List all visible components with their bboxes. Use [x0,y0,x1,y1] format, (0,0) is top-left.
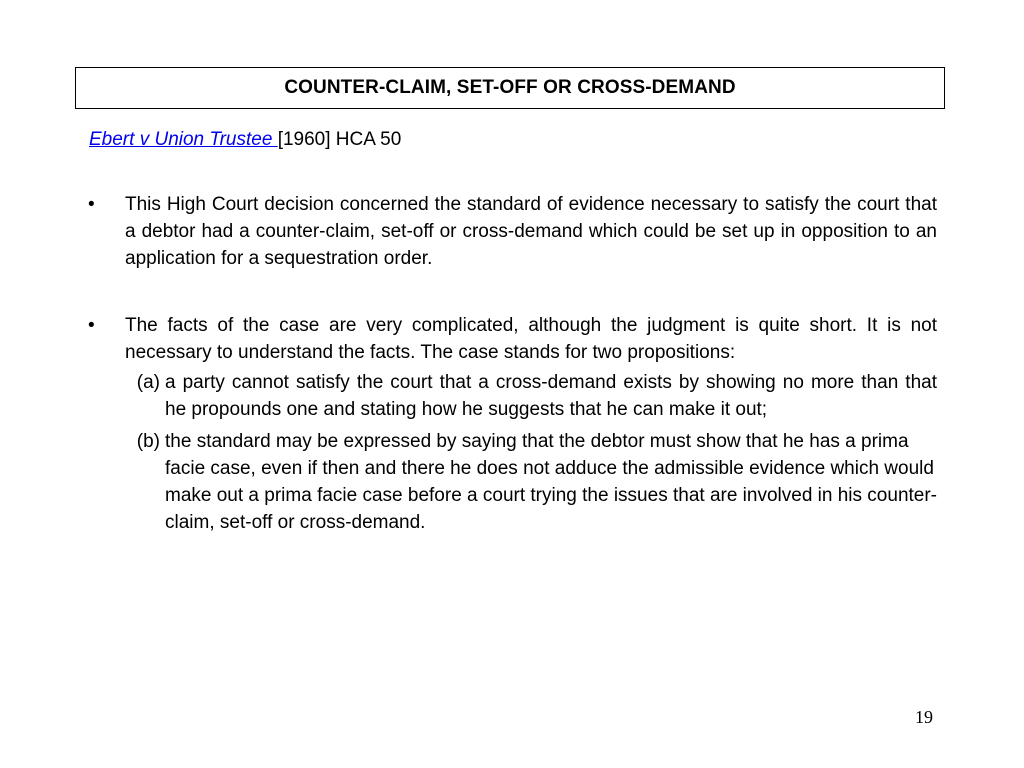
title-box [75,67,945,109]
page-number: 19 [915,707,933,727]
sub-item-text: the standard may be expressed by saying that the debtor must show that he has a prima facie case, even if then and there he does not adduce the admissible evidence which would make out a prima facie case before a court trying the issues that are involved in his counter-claim, set-off or cross-demand. [165,431,938,533]
bullet-marker: • [88,194,95,215]
bullet-item-1 [84,191,937,272]
case-link[interactable]: Ebert v Union Trustee [89,129,278,150]
case-citation [89,128,401,152]
sub-item-b [84,428,937,536]
case-reference: [1960] HCA 50 [277,129,402,150]
bullet-text: The facts of the case are very complicated, although the judgment is quite short. It is not necessary to understand the facts. The case stands for two propositions: [125,315,937,363]
sub-item-marker: (a) [136,372,160,393]
bullet-marker: • [88,315,95,336]
sub-item-marker: (b) [136,431,160,452]
sub-list [84,369,937,536]
sub-item-text: a party cannot satisfy the court that a cross-demand exists by showing no more than that he propounds one and stating how he suggests that he can make it out; [165,372,937,420]
slide-title: COUNTER-CLAIM, SET-OFF OR CROSS-DEMAND [284,77,736,98]
sub-item-a [84,369,937,423]
bullet-item-2 [84,312,937,541]
bullet-text: This High Court decision concerned the standard of evidence necessary to satisfy the court that a debtor had a counter-claim, set-off or cross-demand which could be set up in opposition to an application for a sequestration order. [125,194,937,269]
